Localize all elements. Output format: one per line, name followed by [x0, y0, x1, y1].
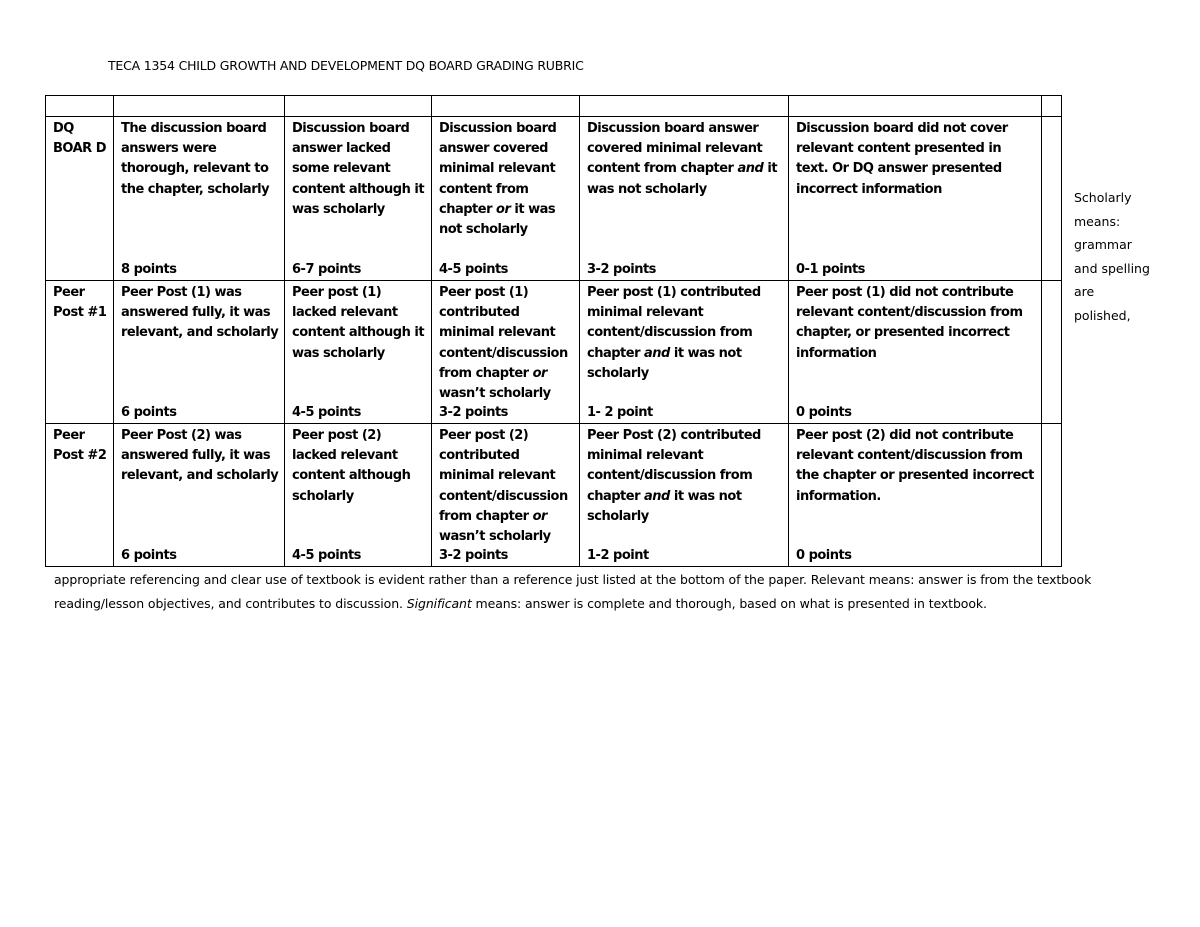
points-label: 6 points: [121, 404, 177, 420]
rubric-cell: Peer post (1) lacked relevant content although it was scholarly 4-5 points: [285, 281, 432, 424]
points-label: 6 points: [121, 547, 177, 563]
rubric-cell: Discussion board answer covered minimal relevant content from chapter or it was not scholarly 4-5 points: [432, 117, 580, 281]
rubric-cell: Peer Post (1) was answered fully, it was relevant, and scholarly 6 points: [114, 281, 285, 424]
empty-cell: [1042, 281, 1062, 424]
points-label: 4-5 points: [292, 404, 361, 420]
header-cell: [46, 96, 114, 117]
points-label: 3-2 points: [587, 261, 656, 277]
points-label: 6-7 points: [292, 261, 361, 277]
points-label: 0 points: [796, 404, 852, 420]
points-label: 4-5 points: [292, 547, 361, 563]
points-label: 3-2 points: [439, 404, 508, 420]
points-label: 1-2 point: [587, 547, 649, 563]
points-label: 3-2 points: [439, 547, 508, 563]
rubric-cell: Discussion board did not cover relevant content presented in text. Or DQ answer presented incorrect information 0-1 points: [789, 117, 1042, 281]
rubric-cell: Peer post (1) contributed minimal relevant content/discussion from chapter or wasn’t scholarly 3-2 points: [432, 281, 580, 424]
header-cell: [580, 96, 789, 117]
empty-cell: [1042, 424, 1062, 567]
points-label: 0 points: [796, 547, 852, 563]
rubric-cell: Peer Post (2) was answered fully, it was relevant, and scholarly 6 points: [114, 424, 285, 567]
side-note: Scholarly means: grammar and spelling are polished,: [1074, 190, 1150, 323]
rubric-cell: The discussion board answers were thorough, relevant to the chapter, scholarly 8 points: [114, 117, 285, 281]
footer-definitions: appropriate referencing and clear use of textbook is evident rather than a reference just listed at the bottom of the paper. Relevant means: answer is from the textbook reading/lesson objectives, and contributes to discussion. Significant means: answer is complete and thorough, based on what is presented in textbook.: [54, 572, 1092, 611]
rubric-cell: Peer post (1) contributed minimal relevant content/discussion from chapter and it was not scholarly 1- 2 point: [580, 281, 789, 424]
rubric-cell: Peer post (2) contributed minimal relevant content/discussion from chapter or wasn’t scholarly 3-2 points: [432, 424, 580, 567]
header-cell: [789, 96, 1042, 117]
rubric-cell: Discussion board answer covered minimal relevant content from chapter and it was not scholarly 3-2 points: [580, 117, 789, 281]
row-label: Peer Post #2: [46, 424, 114, 567]
header-cell: [114, 96, 285, 117]
rubric-cell: Discussion board answer lacked some relevant content although it was scholarly 6-7 points: [285, 117, 432, 281]
points-label: 4-5 points: [439, 261, 508, 277]
header-cell: [285, 96, 432, 117]
points-label: 0-1 points: [796, 261, 865, 277]
document-title: TECA 1354 CHILD GROWTH AND DEVELOPMENT DQ BOARD GRADING RUBRIC: [108, 58, 584, 73]
table-row-dq-board: [46, 117, 1062, 281]
empty-cell: [1042, 117, 1062, 281]
points-label: 8 points: [121, 261, 177, 277]
table-row-peer-post-1: [46, 281, 1062, 424]
rubric-cell: Peer Post (2) contributed minimal relevant content/discussion from chapter and it was not scholarly 1-2 point: [580, 424, 789, 567]
table-header-row: [46, 96, 1062, 117]
table-row-peer-post-2: [46, 424, 1062, 567]
grading-rubric-table: [45, 95, 1062, 567]
points-label: 1- 2 point: [587, 404, 653, 420]
rubric-cell: Peer post (2) lacked relevant content although scholarly 4-5 points: [285, 424, 432, 567]
header-cell: [432, 96, 580, 117]
rubric-cell: Peer post (1) did not contribute relevant content/discussion from chapter, or presented incorrect information 0 points: [789, 281, 1042, 424]
rubric-cell: Peer post (2) did not contribute relevant content/discussion from the chapter or presented incorrect information. 0 points: [789, 424, 1042, 567]
row-label: DQ BOAR D: [46, 117, 114, 281]
row-label: Peer Post #1: [46, 281, 114, 424]
header-cell: [1042, 96, 1062, 117]
